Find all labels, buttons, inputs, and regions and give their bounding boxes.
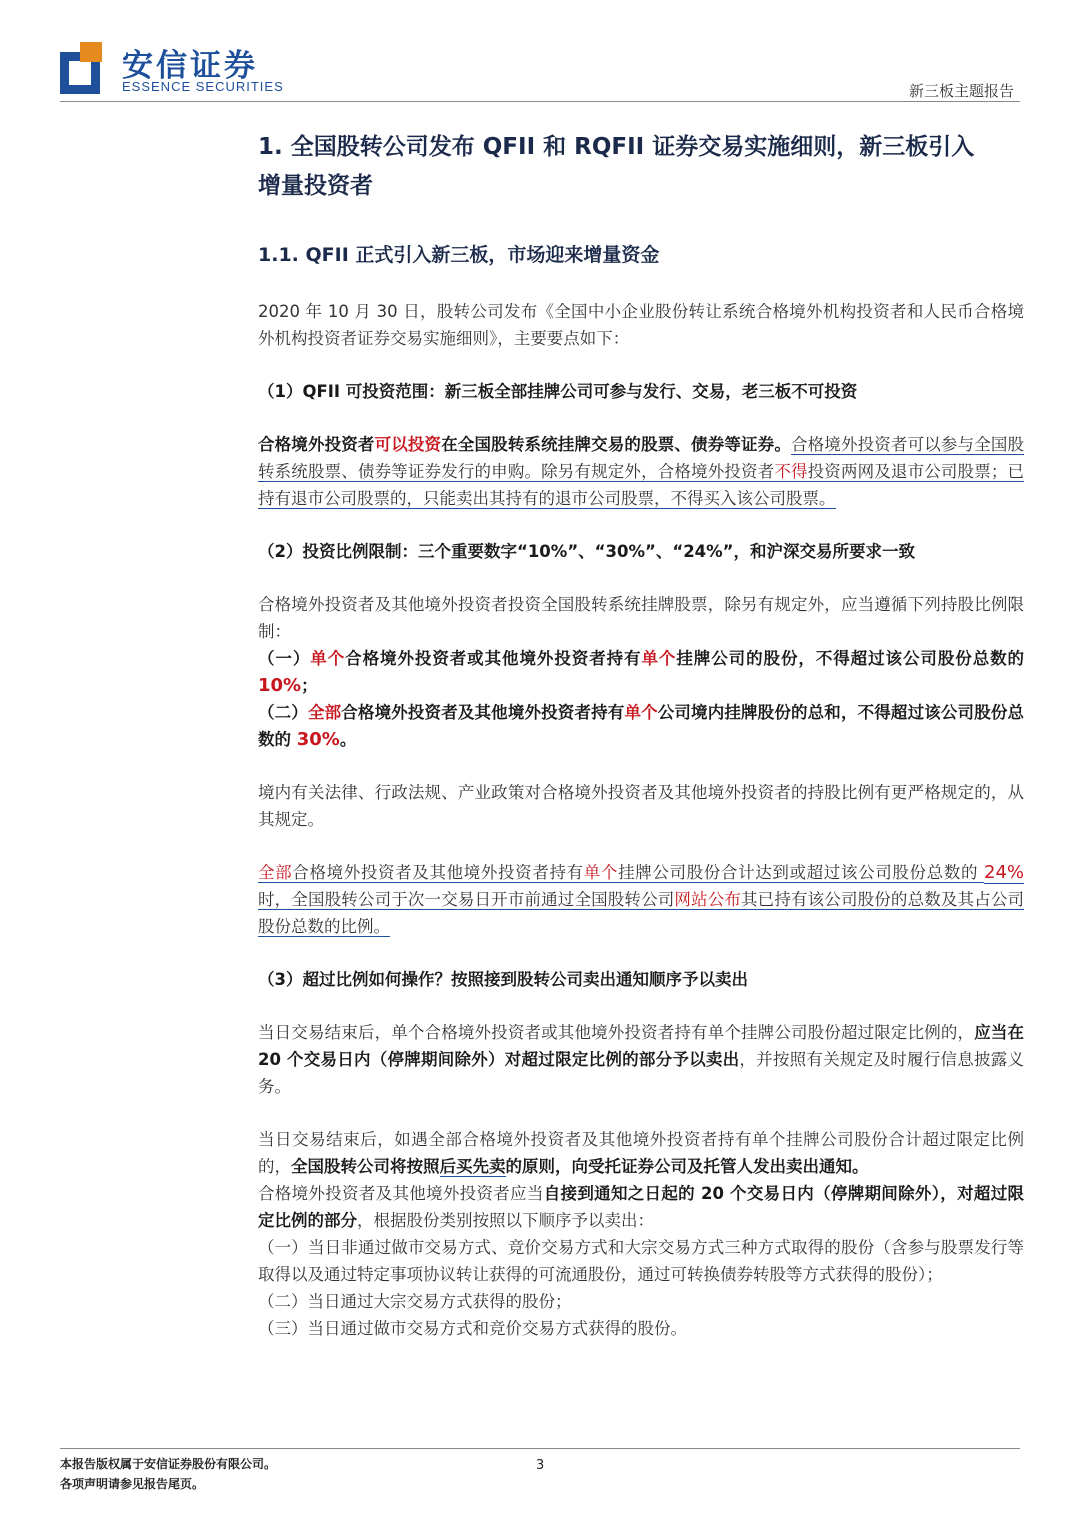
section-title: 1. 全国股转公司发布 QFII 和 RQFII 证券交易实施细则，新三板引入 增量投资者 <box>258 134 975 199</box>
header-divider <box>60 101 1020 102</box>
sec2-item-2: （二）全部合格境外投资者及其他境外投资者持有单个公司境内挂牌股份的总和，不得超过该公司股份总数的 30%。 <box>258 703 1025 750</box>
sec2-item-1: （一）单个合格境外投资者或其他境外投资者持有单个挂牌公司的股份，不得超过该公司股份总数的 10%； <box>258 649 1025 696</box>
sec1-paragraph: 合格境外投资者可以投资在全国股转系统挂牌交易的股票、债券等证券。合格境外投资者可以参与全国股转系统股票、债券等证券发行的申购。除另有规定外，合格境外投资者不得投资两网及退市公司股票；已持有退市公司股票的，只能卖出其持有的退市公司股票，不得买入该公司股票。 <box>258 435 1025 508</box>
sec2-paragraph-3: 全部合格境外投资者及其他境外投资者持有单个挂牌公司股份合计达到或超过该公司股份总数的 24%时，全国股转公司于次一交易日开市前通过全国股转公司网站公布其已持有该公司股份的总数及其占公司股份总数的比例。 <box>258 862 1025 936</box>
sec2-paragraph-1: 合格境外投资者及其他境外投资者投资全国股转系统挂牌股票，除另有规定外，应当遵循下列持股比例限制： <box>258 595 1024 641</box>
intro-paragraph: 2020 年 10 月 30 日，股转公司发布《全国中小企业股份转让系统合格境外机构投资者和人民币合格境外机构投资者证券交易实施细则》，主要要点如下： <box>258 302 1024 348</box>
page-number: 3 <box>536 1458 545 1473</box>
sec3-paragraph-2: 当日交易结束后，如遇全部合格境外投资者及其他境外投资者持有单个挂牌公司股份合计超过限定比例的，全国股转公司将按照后买先卖的原则，向受托证券公司及托管人发出卖出通知。 <box>258 1130 1024 1176</box>
sec2-heading: （2）投资比例限制：三个重要数字“10%”、“30%”、“24%”，和沪深交易所要求一致 <box>258 542 916 561</box>
brand-name-en: ESSENCE SECURITIES <box>122 79 284 94</box>
report-type: 新三板主题报告 <box>908 82 1014 100</box>
page-content <box>258 128 1024 1342</box>
footer-copyright: 本报告版权属于安信证券股份有限公司。 <box>60 1457 277 1471</box>
sec3-list-item-3: （三）当日通过做市交易方式和竞价交易方式获得的股份。 <box>258 1319 687 1338</box>
subsection-title: 1.1. QFII 正式引入新三板，市场迎来增量资金 <box>258 244 660 266</box>
sec3-paragraph-3: 合格境外投资者及其他境外投资者应当自接到通知之日起的 20 个交易日内（停牌期间除外），对超过限定比例的部分，根据股份类别按照以下顺序予以卖出： <box>258 1184 1025 1230</box>
footer-divider <box>60 1448 1020 1449</box>
footer-disclaimer: 各项声明请参见报告尾页。 <box>60 1477 205 1491</box>
sec2-paragraph-2: 境内有关法律、行政法规、产业政策对合格境外投资者及其他境外投资者的持股比例有更严格规定的，从其规定。 <box>258 783 1024 829</box>
brand-name-cn: 安信证券 <box>122 48 258 84</box>
sec3-list-item-1: （一）当日非通过做市交易方式、竞价交易方式和大宗交易方式三种方式取得的股份（含参与股票发行等取得以及通过特定事项协议转让获得的可流通股份，通过可转换债券转股等方式获得的股份）； <box>258 1238 1024 1284</box>
sec1-heading: （1）QFII 可投资范围：新三板全部挂牌公司可参与发行、交易，老三板不可投资 <box>258 382 858 401</box>
sec3-paragraph-1: 当日交易结束后，单个合格境外投资者或其他境外投资者持有单个挂牌公司股份超过限定比例的，应当在 20 个交易日内（停牌期间除外）对超过限定比例的部分予以卖出，并按照有关规定及时履行信息披露义务。 <box>258 1023 1025 1096</box>
company-logo <box>60 42 104 94</box>
sec3-list-item-2: （二）当日通过大宗交易方式获得的股份； <box>258 1292 572 1311</box>
sec3-heading: （3）超过比例如何操作？按照接到股转公司卖出通知顺序予以卖出 <box>258 970 748 989</box>
